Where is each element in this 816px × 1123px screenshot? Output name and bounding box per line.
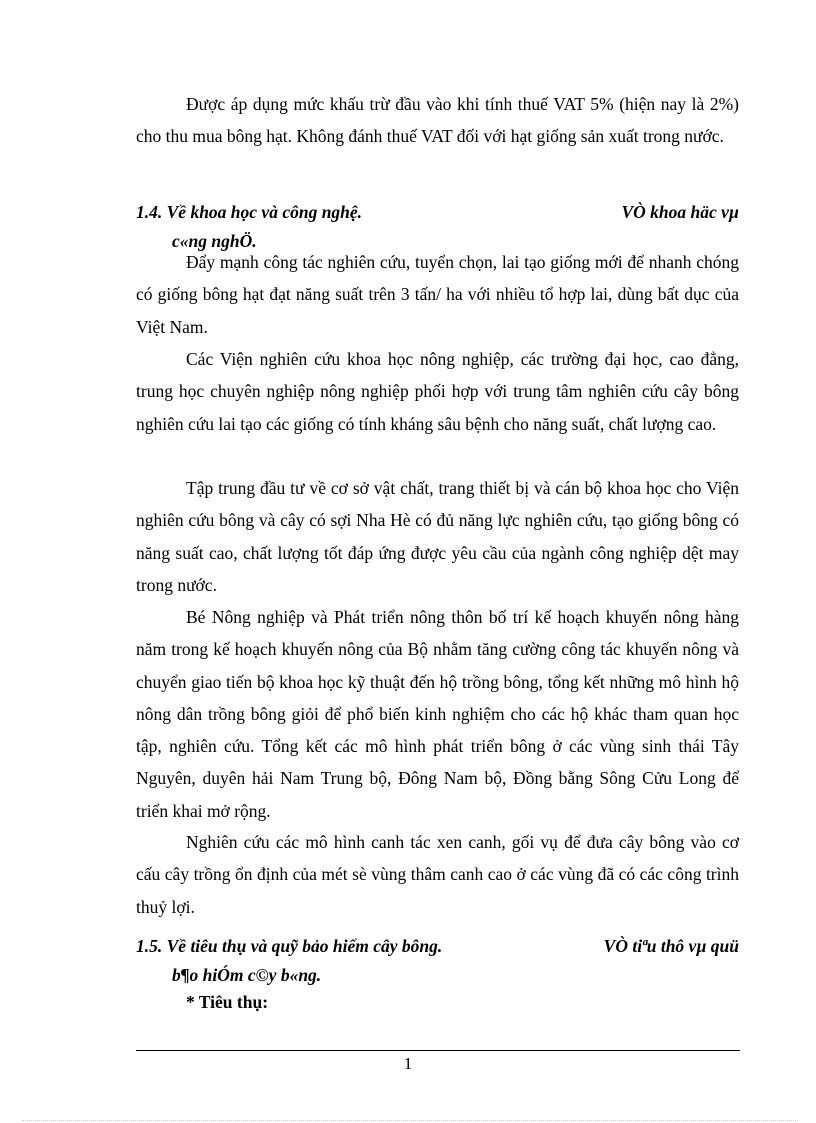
paragraph-extension: Bé Nông nghiệp và Phát triển nông thôn bố trí kế hoạch khuyến nông hàng năm trong kế hoạch khuyến nông của Bộ nhằm tăng cường công tác khuyến nông và chuyển giao tiến bộ khoa học kỹ thuật đến hộ trồng bông, tổng kết những mô hình hộ nông dân trồng bông giỏi để phổ biến kinh nghiệm cho các hộ khác tham quan học tập, nghiên cứu. Tổng kết các mô hình phát triển bông ở các vùng sinh thái Tây Nguyên, duyên hải Nam Trung bộ, Đông Nam bộ, Đồng bằng Sông Cửu Long để triển khai mở rộng.: [136, 607, 739, 821]
paragraph-institutes: Các Viện nghiên cứu khoa học nông nghiệp, các trường đại học, cao đẳng, trung học chuyên nghiệp nông nghiệp phối hợp với trung tâm nghiên cứu cây bông nghiên cứu lai tạo các giống có tính kháng sâu bệnh cho năng suất, chất lượng cao.: [136, 349, 739, 434]
paragraph-vat: Được áp dụng mức khấu trừ đầu vào khi tính thuế VAT 5% (hiện nay là 2%) cho thu mua bông hạt. Không đánh thuế VAT đối với hạt giống sản xuất trong nước.: [136, 94, 739, 147]
section-heading-1-5: [136, 932, 739, 985]
section-heading-1-4: [136, 198, 739, 251]
page-edge-divider: [22, 1120, 798, 1121]
paragraph-investment: Tập trung đầu tư về cơ sở vật chất, trang thiết bị và cán bộ khoa học cho Viện nghiên cứu bông và cây có sợi Nha Hè có đủ năng lực nghiên cứu, tạo giống bông có năng suất cao, chất lượng tốt đáp ứng được yêu cầu của ngành công nghiệp dệt may trong nước.: [136, 478, 739, 595]
heading-1-4-garbled-right: VÒ khoa häc vµ: [621, 202, 739, 222]
heading-1-4-title: 1.4. Về khoa học và công nghệ.: [136, 202, 363, 222]
heading-1-5-garbled-right: VÒ tiªu thô vµ quü: [603, 936, 739, 956]
paragraph-intercropping: Nghiên cứu các mô hình canh tác xen canh, gối vụ để đưa cây bông vào cơ cấu cây trồng ổn định của mét sè vùng thâm canh cao ở các vùng đã có các công trình thuỷ lợi.: [136, 832, 739, 917]
paragraph-research: Đẩy mạnh công tác nghiên cứu, tuyển chọn, lai tạo giống mới để nhanh chóng có giống bông hạt đạt năng suất trên 3 tấn/ ha với nhiều tổ hợp lai, dùng bất dục của Việt Nam.: [136, 252, 739, 337]
footer-divider: [136, 1050, 740, 1051]
heading-1-4-garbled-line2: c«ng nghÖ.: [172, 231, 257, 251]
page-number: 1: [403, 1054, 413, 1073]
heading-1-5-title: 1.5. Về tiêu thụ và quỹ bảo hiểm cây bông.: [136, 936, 443, 956]
subheading-consumption: * Tiêu thụ:: [186, 992, 269, 1012]
heading-1-5-garbled-line2: b¶o hiÓm c©y b«ng.: [172, 965, 322, 985]
